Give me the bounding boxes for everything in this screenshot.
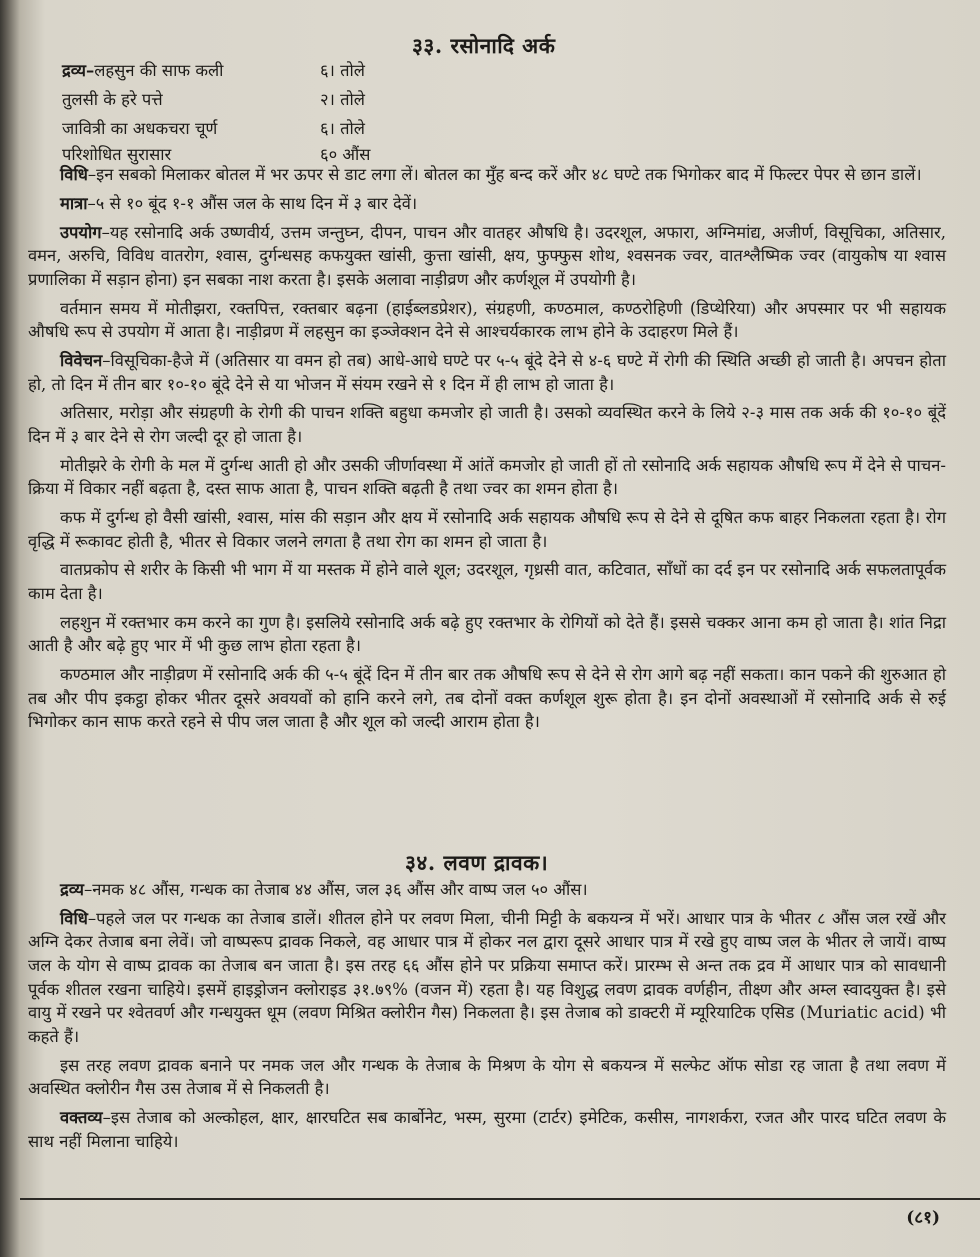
paragraph: वक्तव्य–इस तेजाब को अल्कोहल, क्षार, क्षारघटित सब कार्बोनेट, भस्म, सुरमा (टार्टर) इमेटिक, कसीस, नागशर्करा, रजत और पारद घटित लवण के साथ नहीं मिलाना चाहिये। [28,1107,946,1151]
paragraph: अतिसार, मरोड़ा और संग्रहणी के रोगी की पाचन शक्ति बहुधा कमजोर हो जाती है। उसको व्यवस्थित करने के लिये २-३ मास तक अर्क की १०-१० बूंदें दिन में ३ बार देने से रोग जल्दी दूर हो जाता है। [28,403,946,446]
paragraph: वर्तमान समय में मोतीझरा, रक्तपित्त, रक्तबार बढ़ना (हाईब्लडप्रेशर), संग्रहणी, कण्ठमाल, कण्ठरोहिणी (डिप्थेरिया) और अपस्मार पर भी सहायक औषधि रूप से उपयोग में आता है। नाड़ीव्रण में लहसुन का इञ्जेक्शन देने से आश्चर्यकारक लाभ होने के उदाहरण मिले हैं। [28,298,946,342]
paragraph: इस तरह लवण द्रावक बनाने पर नमक जल और गन्धक के तेजाब के मिश्रण के योग से बकयन्त्र में सल्फेट ऑफ सोडा रह जाता है तथा लवण में अवस्थित क्लोरीन गैस उस तेजाब में से निकलती है। [28,1055,946,1099]
paragraph: विवेचन–विसूचिका-हैजे में (अतिसार या वमन हो तब) आधे-आधे घण्टे पर ५-५ बूंदे देने से ४-६ घण्टे में रोगी की स्थिति अच्छी हो जाती है। अपचन होता हो, तो दिन में तीन बार १०-१० बूंदे देने से या भोजन में संयम रखने से १ दिन में ही लाभ हो जाता है। [28,350,946,394]
ingredient-row: तुलसी के हरे पत्ते २। तोले [62,90,365,109]
paragraph: कफ में दुर्गन्ध हो वैसी खांसी, श्वास, मांस की सड़ान और क्षय में रसोनादि अर्क सहायक औषधि रूप से देने से दूषित कफ बाहर निकलता रहता है। रोग वृद्धि में रूकावट होती है, भीतर से विकार जलने लगता है तथा रोग का शमन हो जाता है। [28,508,946,551]
paragraph: उपयोग–यह रसोनादि अर्क उष्णवीर्य, उत्तम जन्तुघ्न, दीपन, पाचन और वातहर औषधि है। उदरशूल, अफारा, अग्निमांद्य, अजीर्ण, विसूचिका, अतिसार, वमन, अरुचि, विविध वातरोग, श्वास, दुर्गन्धसह कफयुक्त खांसी, कुत्ता खांसी, क्षय, फुफ्फुस शोथ, श्वसनक ज्वर, वातश्लैष्मिक ज्वर (वायुकोष या श्वास प्रणालिका में सड़ान होना) इन सबका नाश करता है। इसके अलावा नाड़ीव्रण और कर्णशूल में उपयोगी है। [28,222,946,289]
page-number: (८१) [906,1208,940,1228]
paragraph: मोतीझरे के रोगी के मल में दुर्गन्ध आती हो और उसकी जीर्णावस्था में आंतें कमजोर हो जाती हों तो रसोनादि अर्क सहायक औषधि रूप में देने से पाचन-क्रिया में विकार नहीं बढ़ता है, दस्त साफ आता है, पाचन शक्ति बढ़ती है तथा ज्वर का शमन होता है। [28,455,946,499]
ingredient-row: जावित्री का अधकचरा चूर्ण ६। तोले [62,119,365,138]
section-34-body [28,878,946,1158]
paragraph: मात्रा–५ से १० बूंद १-१ औंस जल के साथ दिन में ३ बार देवें। [60,193,418,213]
section-34-title: ३४. लवण द्रावक। [405,850,549,875]
paragraph: लहशुन में रक्तभार कम करने का गुण है। इसलिये रसोनादि अर्क बढ़े हुए रक्तभार के रोगियों को देते हैं। इससे चक्कर आना कम हो जाता है। शांत निद्रा आती है और बढ़े हुए भार में भी कुछ लाभ होता रहता है। [28,612,946,656]
ingredient-row: परिशोधित सुरासार ६० औंस [62,145,371,164]
paragraph: द्रव्य–नमक ४८ औंस, गन्धक का तेजाब ४४ औंस, जल ३६ औंस और वाष्प जल ५० औंस। [60,880,588,899]
section-33-title: ३३. रसोनादि अर्क [412,33,556,58]
section-33-body [28,163,946,739]
footer-rule [20,1198,980,1200]
paragraph: विधि–इन सबको मिलाकर बोतल में भर ऊपर से डाट लगा लें। बोतल का मुँह बन्द करें और ४८ घण्टे तक भिगोकर बाद में फिल्टर पेपर से छान डालें। [60,165,922,184]
ingredient-row: द्रव्य–लहसुन की साफ कली ६। तोले [62,61,365,80]
paragraph: वातप्रकोप से शरीर के किसी भी भाग में या मस्तक में होने वाले शूल; उदरशूल, गृध्रसी वात, कटिवात, साँधों का दर्द इन पर रसोनादि अर्क सफलतापूर्वक काम देता है। [28,560,946,603]
paragraph: कण्ठमाल और नाड़ीव्रण में रसोनादि अर्क की ५-५ बूंदें दिन में तीन बार तक औषधि रूप से देने से रोग आगे बढ़ नहीं सकता। कान पकने की शुरुआत हो तब और पीप इकट्ठा होकर भीतर दूसरे अवयवों को हानि करने लगे, तब दोनों वक्त कर्णशूल शुरू होता है। इन दोनों अवस्थाओं में रसोनादि अर्क से रुई भिगोकर कान साफ करते रहने से पीप जल जाता है और शूल को जल्दी आराम होता है। [28,665,946,732]
paragraph: विधि–पहले जल पर गन्धक का तेजाब डालें। शीतल होने पर लवण मिला, चीनी मिट्टी के बकयन्त्र में भरें। आधार पात्र के भीतर ८ औंस जल रखें और अग्नि देकर तेजाब बना लेवें। जो वाष्परूप द्रावक निकले, वह आधार पात्र में होकर नल द्वारा दूसरे आधार पात्र में रखे हुए वाष्प जल के भीतर ले जायें। वाष्प जल के योग से वाष्प द्रावक का तेजाब बन जाता है। इस तरह ६६ औंस होने पर प्रक्रिया समाप्त करें। प्रारम्भ से अन्त तक द्रव में आधार पात्र को सावधानी पूर्वक शीतल रखना चाहिये। इसमें हाइड्रोजन क्लोराइड ३१.७९% (वजन में) रहता है। यह विशुद्ध लवण द्रावक वर्णहीन, तीक्ष्ण और अम्ल स्वादयुक्त है। इसे वायु में रखने पर श्वेतवर्ण और गन्धयुक्त धूम (लवण मिश्रित क्लोरीन गैस) निकलता है। इस तेजाब को डाक्टरी में म्यूरियाटिक एसिड (Muriatic acid) भी कहते हैं। [28,908,946,1046]
